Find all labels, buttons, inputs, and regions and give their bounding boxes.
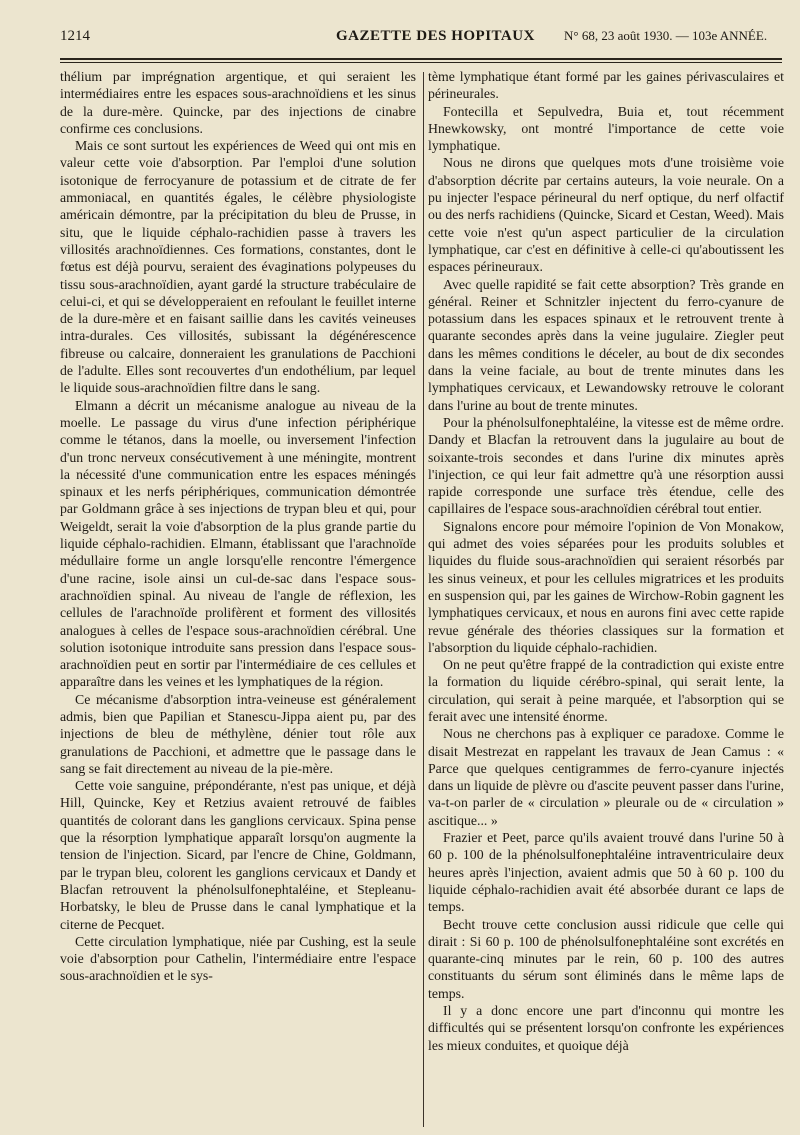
header-rule-thick (60, 58, 782, 60)
journal-title: GAZETTE DES HOPITAUX (336, 28, 535, 44)
page-number: 1214 (60, 28, 90, 44)
paragraph: Cette circulation lymphatique, niée par Cushing, est la seule voie d'absorption pour Cathelin, l'intermédiaire entre l'espace sous-arachnoïdien et le sys- (60, 933, 416, 984)
paragraph: Il y a donc encore une part d'inconnu qui montre les difficultés qui se présentent lorsqu'on confronte les expériences les mieux conduites, et quoique déjà (428, 1003, 784, 1053)
paragraph: Nous ne cherchons pas à expliquer ce paradoxe. Comme le disait Mestrezat en rappelant les travaux de Jean Camus : « Parce que quelques centigrammes de ferro-cyanure injectés dans un liquide de plèvre ou d'ascite peuvent passer dans l'urine, va-t-on parler de « circulation » pleurale ou de « circulation » ascitique... » (428, 726, 784, 828)
paragraph: Ce mécanisme d'absorption intra-veineuse est généralement admis, bien que Papilian et Stanescu-Jippa aient pu, par des injections de bleu de méthylène, dénier tout rôle aux granulations de Pacchioni, et admettre que le passage dans le sang se fait directement au niveau de la pie-mère. (60, 691, 416, 776)
paragraph: tème lymphatique étant formé par les gaines périvasculaires et périneurales. (428, 69, 784, 102)
paragraph: Pour la phénolsulfonephtaléine, la vitesse est de même ordre. Dandy et Blacfan la retrouvent dans la jugulaire au bout de soixante-trois secondes et dans l'urine dix minutes après l'injection, ce qui leur fait admettre qu'à une résorption aussi rapide corresponde une surface très étendue, celle des capillaires de l'espace sous-arachnoïdien cérébral tout entier. (428, 414, 784, 517)
paragraph: On ne peut qu'être frappé de la contradiction qui existe entre la formation du liquide cérébro-spinal, qui serait lente, la circulation, qui serait à peine marquée, et l'absorption qui se ferait avec une intensité énorme. (428, 657, 784, 724)
column-divider (423, 72, 424, 1127)
page-header (0, 28, 800, 58)
header-rule-thin (60, 62, 782, 63)
paragraph: Frazier et Peet, parce qu'ils avaient trouvé dans l'urine 50 à 60 p. 100 de la phénolsulfonephtaléine intraventriculaire deux heures après l'injection, avaient admis que 50 à 60 p. 100 du liquide céphalo-rachidien avait été absorbée durant ce laps de temps. (428, 830, 784, 915)
paragraph: Avec quelle rapidité se fait cette absorption? Très grande en général. Reiner et Schnitzler injectent du ferro-cyanure de potassium dans les espaces spinaux et le retrouvent trente à quarante secondes après dans la veine jugulaire. Ziegler peut dans les mêmes conditions le déceler, au bout de dix secondes dans la veine faciale, au bout de trente minutes dans les lymphatiques cervicaux, et Lewandowsky retrouve le colorant dans l'urine au bout de trente minutes. (428, 276, 784, 413)
paragraph: Nous ne dirons que quelques mots d'une troisième voie d'absorption décrite par certains auteurs, la voie neurale. On a pu injecter l'espace périneural du nerf optique, du nerf olfactif ou des nerfs rachidiens (Quincke, Sicard et Cestan, Weed). Mais cette voie n'est qu'un aspect particulier de la circulation lymphatique, car c'est en définitive à celle-ci qu'aboutissent les espaces périneuraux. (428, 155, 784, 275)
right-column (428, 68, 784, 1054)
issue-info: N° 68, 23 août 1930. — 103e ANNÉE. (564, 28, 768, 43)
left-column (60, 68, 416, 985)
paragraph: Signalons encore pour mémoire l'opinion de Von Monakow, qui admet des voies séparées pour les produits solubles et liquides du fluide sous-arachnoïdien qui seraient résorbés par les sinus veineux, et pour les cellules migratrices et les produits en suspension qui, par les gaines de Wirchow-Robin gagnent les lymphatiques cervicaux, et nous en aurons fini avec cette rapide revue générale des théories classiques sur la formation et l'absorption du liquide céphalo-rachidien. (428, 518, 784, 655)
paragraph: thélium par imprégnation argentique, et qui seraient les intermédiaires entre les espaces sous-arachnoïdiens et les sinus de la dure-mère. Quincke, par des injections de cinabre confirme ces conclusions. (60, 69, 416, 136)
paragraph: Fontecilla et Sepulvedra, Buia et, tout récemment Hnewkowsky, ont montré l'importance de cette voie lymphatique. (428, 103, 784, 154)
paragraph: Elmann a décrit un mécanisme analogue au niveau de la moelle. Le passage du virus d'une infection périphérique comme le tétanos, dans la moelle, ou inversement l'infection d'un tronc nerveux consécutivement à une méningite, montrent la nécessité d'une communication entre les espaces méningés spinaux et les nerfs périphériques, communication démontrée par Goldmann grâce à ses injections de trypan bleu et qui, pour Weigeldt, serait la voie d'absorption de la plus grande partie du liquide céphalo-rachidien. Elmann, établissant que l'arachnoïde médullaire forme un angle lorsqu'elle rencontre l'émergence d'une racine, isole ainsi un cul-de-sac dans l'espace sous-arachnoïdien spinal. Au niveau de l'angle de réflexion, les cellules de l'arachnoïde prolifèrent et forment des villosités analogues à celles de l'espace sous-arachnoïdien cérébral. Une solution isotonique introduite sans pression dans l'espace sous-arachnoïdien peut en sortir par l'intermédiaire de ces cellules et apparaître dans les veines et les lymphatiques de la région. (60, 397, 416, 690)
paragraph: Becht trouve cette conclusion aussi ridicule que celle qui dirait : Si 60 p. 100 de phénolsulfonephtaléine sont excrétés en quarante-cinq minutes par le rein, 60 p. 100 des autres constituants du sérum sont éliminés dans le même laps de temps. (428, 916, 784, 1001)
paragraph: Mais ce sont surtout les expériences de Weed qui ont mis en valeur cette voie d'absorption. Par l'emploi d'une solution isotonique de ferrocyanure de potassium et de citrate de fer ammoniacal, en quantités égales, le célèbre physiologiste américain démontre, par la précipitation du bleu de Prusse, in situ, que le liquide céphalo-rachidien passe à travers les villosités arachnoïdiennes. Ces formations, constantes, dont le fœtus est déjà pourvu, seraient des évaginations polypeuses du tissu sous-arachnoïdien, ayant gardé la structure trabéculaire de celui-ci, et qui se développeraient en refoulant le feuillet interne de la dure-mère et en faisant saillie dans les cavités veineuses intra-durales. Ces villosités, subissant la dégénérescence fibreuse ou calcaire, donneraient les granulations de Pacchioni de l'adulte. Elles sont recouvertes d'un endothélium, par lequel le liquide sous-arachnoïdien filtre dans le sang. (60, 138, 416, 396)
paragraph: Cette voie sanguine, prépondérante, n'est pas unique, et déjà Hill, Quincke, Key et Retzius avaient retrouvé de faibles quantités de colorant dans les ganglions cervicaux. Spina pense que la résorption lymphatique apparaît lorsqu'on augmente la tension de l'injection. Sicard, par l'encre de Chine, Goldmann, par le trypan bleu, colorent les ganglions cervicaux et Dandy et Blacfan retrouvent la phénolsulfonephtaléine, et Stepleanu-Horbatsky, le bleu de Prusse dans le canal lymphatique et la citerne de Pecquet. (60, 778, 416, 932)
